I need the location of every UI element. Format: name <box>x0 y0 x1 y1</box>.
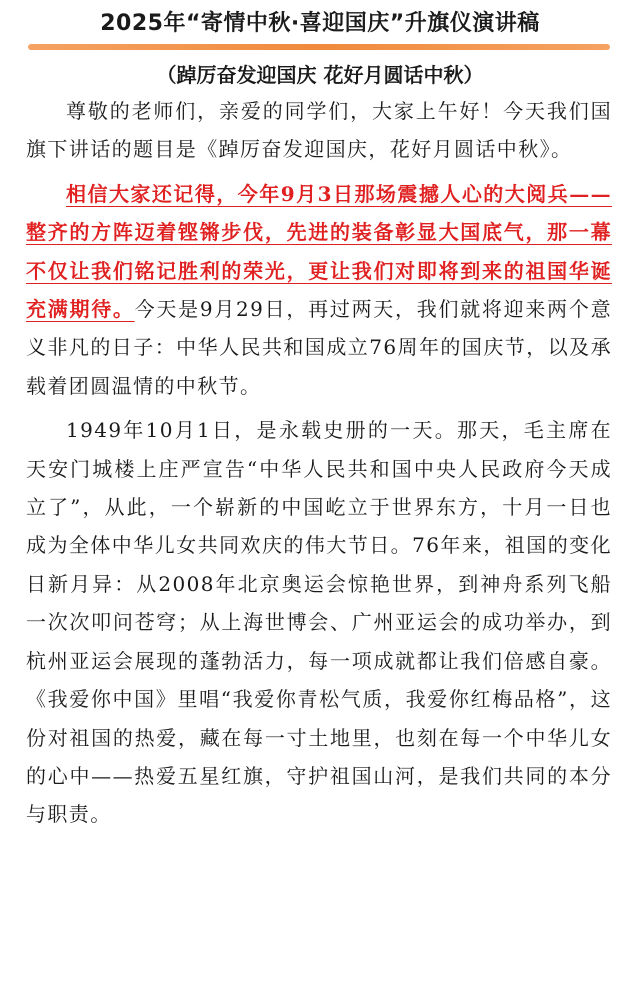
title-underline-divider <box>28 44 610 50</box>
highlighted-text: 相信大家还记得，今年9月3日那场震撼人心的大阅兵——整齐的方阵迈着铿锵步伐，先进的装备彰显大国底气，那一幕不仅让我们铭记胜利的荣光，更让我们对即将到来的祖国华诞充满期待。 <box>26 181 612 322</box>
speech-body <box>26 92 612 840</box>
paragraph-text: 尊敬的老师们，亲爱的同学们，大家上午好！今天我们国旗下讲话的题目是《踔厉奋发迎国庆，花好月圆话中秋》。 <box>26 99 612 162</box>
paragraph-parade <box>26 175 612 405</box>
paragraph-text: 1949年10月1日，是永载史册的一天。那天，毛主席在天安门城楼上庄严宣告“中华人民共和国中央人民政府今天成立了”，从此，一个崭新的中国屹立于世界东方，十月一日也成为全体中华儿女共同欢庆的伟大节日。76年来，祖国的变化日新月异：从2008年北京奥运会惊艳世界，到神舟系列飞船一次次叩问苍穹；从上海世博会、广州亚运会的成功举办，到杭州亚运会展现的蓬勃活力，每一项成就都让我们倍感自豪。《我爱你中国》里唱“我爱你青松气质，我爱你红梅品格”，这份对祖国的热爱，藏在每一寸土地里，也刻在每一个中华儿女的心中——热爱五星红旗，守护祖国山河，是我们共同的本分与职责。 <box>26 418 612 827</box>
document-title: 2025年“寄情中秋·喜迎国庆”升旗仪演讲稿 <box>100 11 540 36</box>
paragraph-text: 今天是9月29日，再过两天，我们就将迎来两个意义非凡的日子：中华人民共和国成立76周年的国庆节，以及承载着团圆温情的中秋节。 <box>26 297 613 398</box>
paragraph-history <box>26 411 612 833</box>
paragraph-greeting <box>26 92 612 169</box>
document-subtitle: （踔厉奋发迎国庆 花好月圆话中秋） <box>156 63 484 87</box>
